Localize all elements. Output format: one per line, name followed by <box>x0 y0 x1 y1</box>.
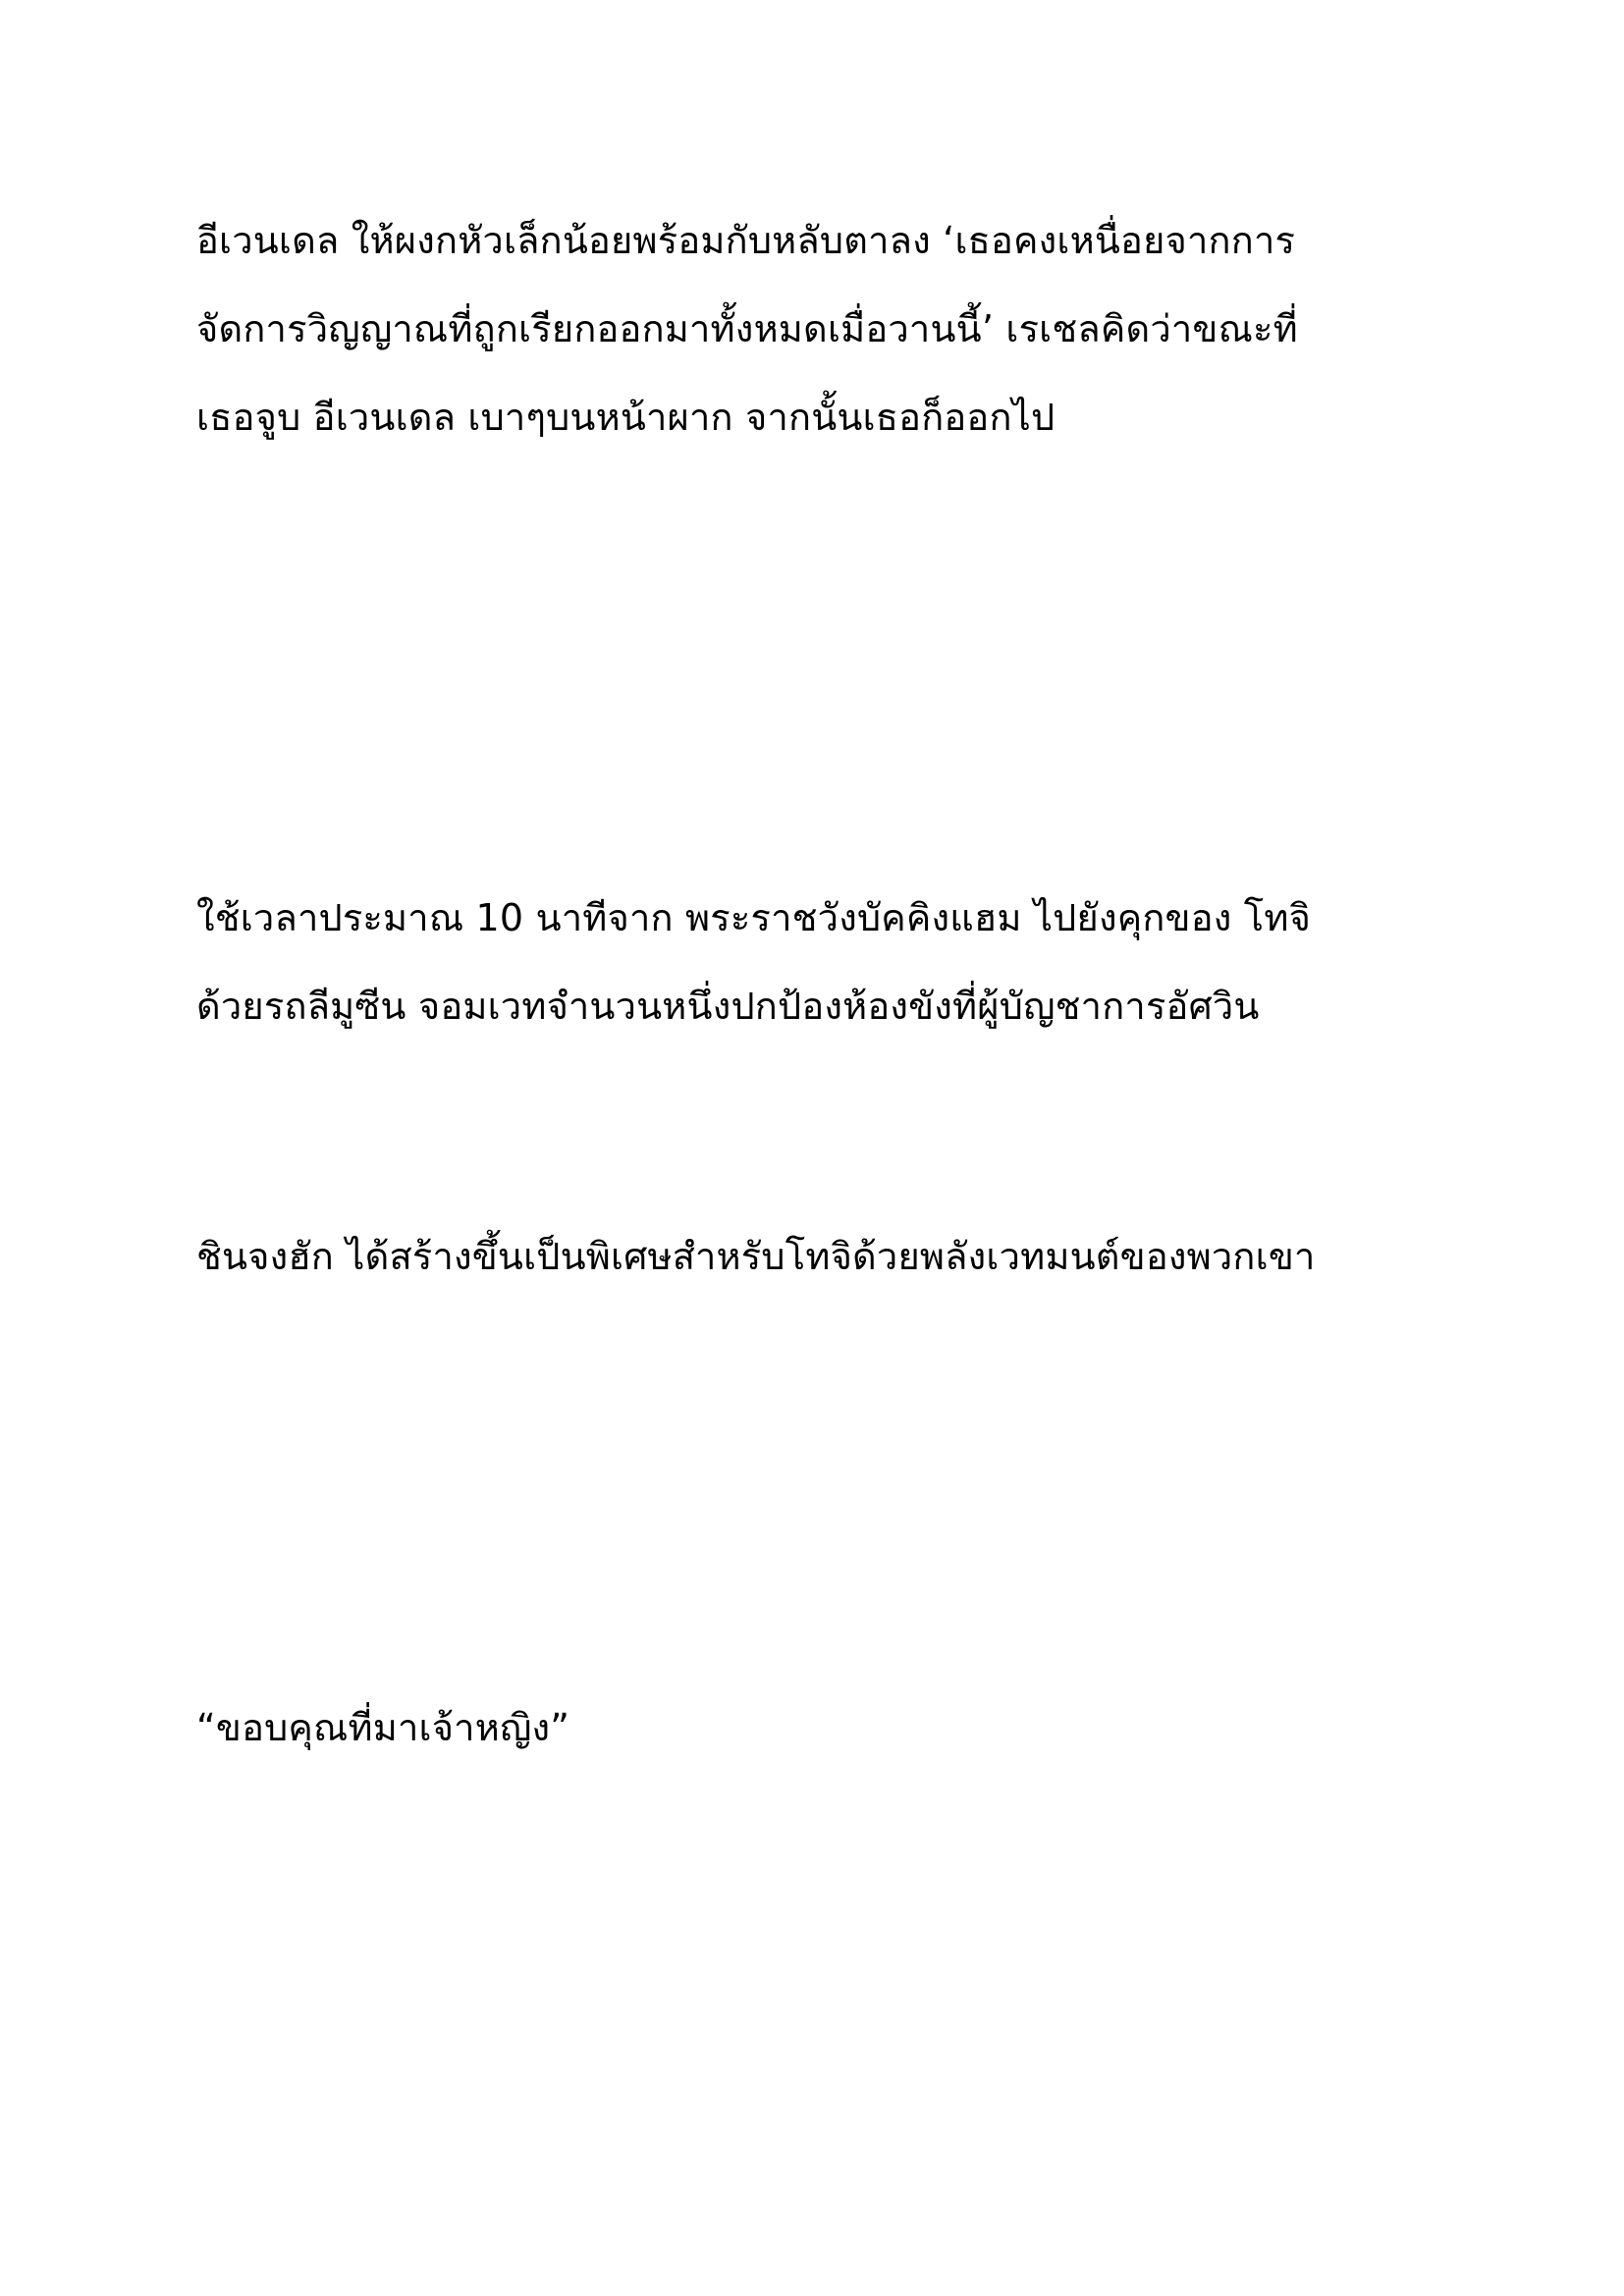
paragraph-2 <box>196 874 1473 1050</box>
paragraph-3 <box>196 1212 1473 1301</box>
dialogue-line: “ขอบคุณที่มาเจ้าหญิง” <box>196 1706 570 1749</box>
paragraph-line: อีเวนเดล ให้ผงกหัวเล็กน้อยพร้อมกับหลับตาลง ‘เธอคงเหนื่อยจากการ <box>196 219 1296 262</box>
paragraph-line: ใช้เวลาประมาณ 10 นาทีจาก พระราชวังบัคคิงแฮม ไปยังคุกของ โทจิ <box>196 896 1312 939</box>
paragraph-1 <box>196 196 1473 461</box>
paragraph-line: จัดการวิญญาณที่ถูกเรียกออกมาทั้งหมดเมื่อวานนี้’ เรเชลคิดว่าขณะที่ <box>196 307 1298 350</box>
paragraph-line: ด้วยรถลีมูซีน จอมเวทจำนวนหนึ่งปกป้องห้องขังที่ผู้บัญชาการอัศวิน <box>196 985 1260 1028</box>
paragraph-4-dialogue <box>196 1683 1473 1772</box>
paragraph-line: ชินจงฮัก ได้สร้างขึ้นเป็นพิเศษสำหรับโทจิด้วยพลังเวทมนต์ของพวกเขา <box>196 1235 1316 1278</box>
paragraph-line: เธอจูบ อีเวนเดล เบาๆบนหน้าผาก จากนั้นเธอก็ออกไป <box>196 396 1056 439</box>
